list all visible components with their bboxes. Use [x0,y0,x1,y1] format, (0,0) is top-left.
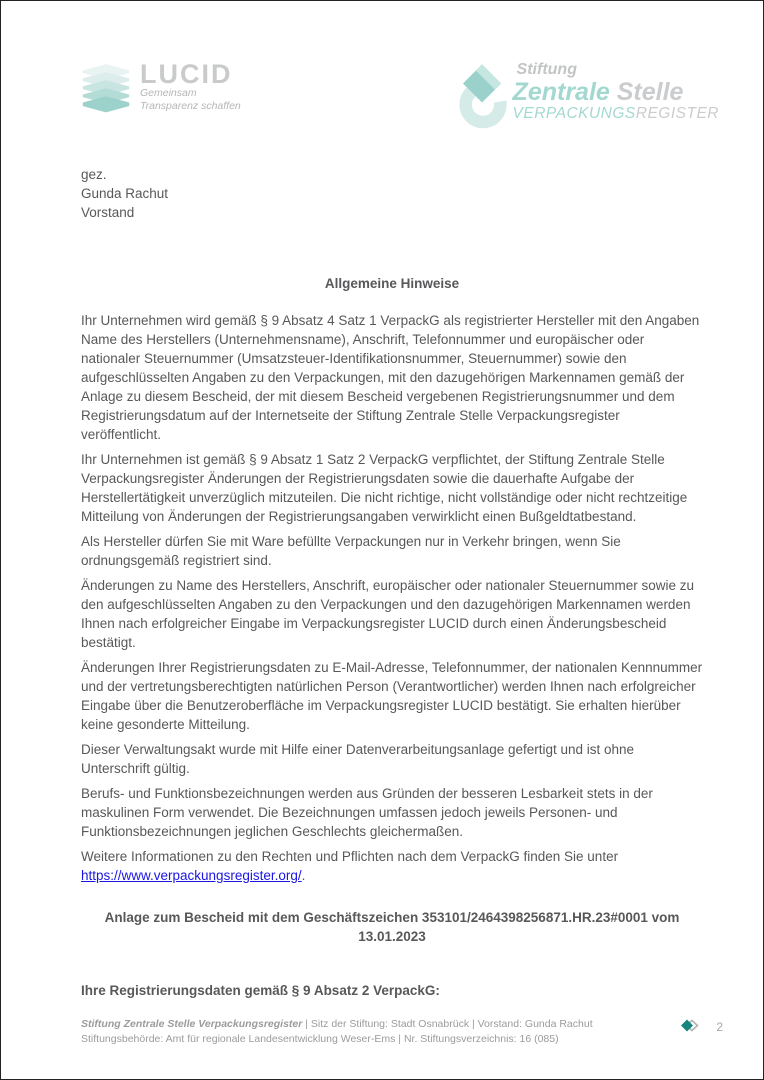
zsvr-logo-text [513,61,719,122]
paragraph-automated-act: Dieser Verwaltungsakt wurde mit Hilfe einer Datenverarbeitungsanlage gefertigt und ist ohne Unterschrift gültig. [81,742,635,776]
verpackungsregister-link[interactable]: https://www.verpackungsregister.org/ [81,868,302,883]
page-number: 2 [716,1020,723,1034]
registration-data-heading: Ihre Registrierungsdaten gemäß § 9 Absatz 2 VerpackG: [81,983,440,998]
letter-body [81,274,703,1000]
header [81,61,719,133]
footer-page-indicator [681,1018,723,1037]
paragraph-more-info: Weitere Informationen zu den Rechten und Pflichten nach dem VerpackG finden Sie unter https://www.verpackungsregister.org/. [81,849,619,883]
lucid-logo-text [140,61,241,113]
signature-gez: gez. [81,167,107,182]
signature-role: Vorstand [81,205,135,220]
footer-line-1: Stiftung Zentrale Stelle Verpackungsregister | Sitz der Stiftung: Stadt Osnabrück | Vorstand: Gunda Rachut [81,1018,593,1030]
zsvr-verpackungsregister: VERPACKUNGSREGISTER [512,105,719,122]
zsvr-stiftung: Stiftung [516,61,577,78]
lucid-tagline: Gemeinsam Transparenz schaffen [140,87,241,112]
diamond-chevron-icon [681,1018,700,1037]
lucid-layers-icon [81,61,131,124]
paragraph-gender-note: Berufs- und Funktionsbezeichnungen werden aus Gründen der besseren Lesbarkeit stets in der maskulinen Form verwendet. Die Bezeichnungen umfassen jedoch jeweils Personen- und Funktionsbezeichnungen jeglichen Geschlechts gleichermaßen. [81,786,653,839]
zsvr-zentrale-stelle: Zentrale Stelle [512,78,684,106]
paragraph-change-confirmation: Änderungen zu Name des Herstellers, Anschrift, europäischer oder nationaler Steuernummer sowie zu den aufgeschlüsselten Angaben zu den Verpackungen und den dazugehörigen Markennamen werden Ihnen nach erfolgreicher Eingabe im Verpackungsregister LUCID durch einen Änderungsbescheid bestätigt. [81,578,695,650]
zsvr-drop-icon [457,61,509,136]
paragraph-data-change-ui: Änderungen Ihrer Registrierungsdaten zu E-Mail-Adresse, Telefonnummer, der nationalen Kennnummer und der vertretungsberechtigten natürlichen Person (Verantwortlicher) werden Ihnen nach erfolgreicher Eingabe über die Benutzeroberfläche im Verpackungsregister LUCID bestätigt. Sie erhalten hierüber keine gesonderte Mitteilung. [81,660,703,732]
page-footer [81,1017,723,1047]
section-heading: Allgemeine Hinweise [324,276,460,291]
paragraph-registration-publication: Ihr Unternehmen wird gemäß § 9 Absatz 4 Satz 1 VerpackG als registrierter Hersteller mit den Angaben Name des Herstellers (Unternehmensname), Anschrift, Telefonnummer und europäischer oder nationaler Steuernummer (Umsatzsteuer-Identifikationsnummer, Steuernummer) sowie den aufgeschlüsselten Angaben zu den Verpackungen, mit den dazugehörigen Markennamen gemäß der Anlage zu diesem Bescheid, der mit diesem Bescheid vergebenen Registrierungsnummer und dem Registrierungsdatum auf der Internetseite der Stiftung Zentrale Stelle Verpackungsregister veröffentlicht. [81,313,700,442]
lucid-logo [81,61,241,133]
paragraph-market-condition: Als Hersteller dürfen Sie mit Ware befüllte Verpackungen nur in Verkehr bringen, wenn Sie ordnungsgemäß registriert sind. [81,534,621,568]
footer-imprint [81,1017,593,1047]
footer-line-2: Stiftungsbehörde: Amt für regionale Landesentwicklung Weser-Ems | Nr. Stiftungsverzeichnis: 16 (085) [81,1033,559,1045]
signature-name: Gunda Rachut [81,186,169,201]
zsvr-logo [457,61,719,133]
signature-block [81,165,719,222]
lucid-wordmark: LUCID [140,59,233,89]
paragraph-change-obligation: Ihr Unternehmen ist gemäß § 9 Absatz 1 Satz 2 VerpackG verpflichtet, der Stiftung Zentrale Stelle Verpackungsregister Änderungen der Registrierungsdaten sowie die dauerhafte Aufgabe der Herstellertätigkeit unverzüglich mitzuteilen. Die nicht richtige, nicht vollständige oder nicht rechtzeitige Mitteilung von Änderungen der Registrierungsangaben verwirklicht einen Bußgeldtatbestand. [81,452,688,524]
anlage-heading: Anlage zum Bescheid mit dem Geschäftszeichen 353101/2464398256871.HR.23#0001 vom 13.01.2023 [104,910,680,944]
